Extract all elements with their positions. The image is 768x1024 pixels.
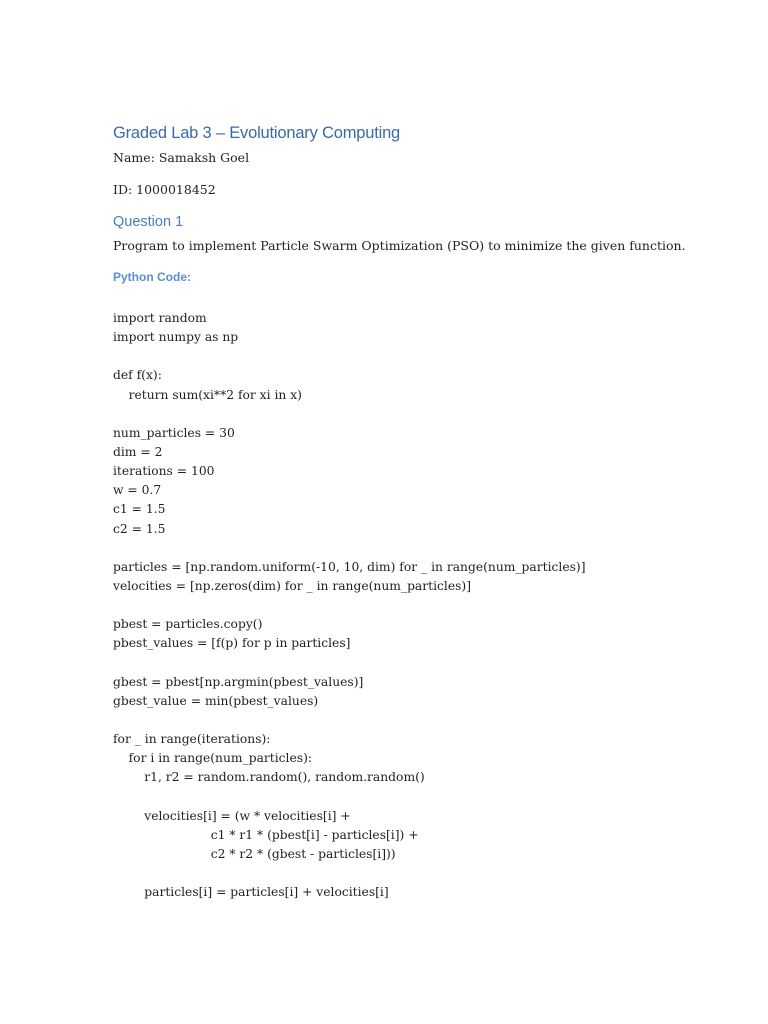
code-line: c2 = 1.5 bbox=[113, 521, 166, 536]
student-id: ID: 1000018452 bbox=[113, 182, 216, 197]
code-line: w = 0.7 bbox=[113, 483, 162, 498]
code-block bbox=[113, 309, 733, 902]
code-line bbox=[113, 596, 733, 615]
code-line: for _ in range(iterations): bbox=[113, 732, 271, 747]
code-line bbox=[113, 405, 733, 424]
code-line bbox=[113, 347, 733, 366]
question-heading: Question 1 bbox=[113, 214, 184, 230]
code-heading: Python Code: bbox=[113, 270, 191, 284]
code-line: gbest_value = min(pbest_values) bbox=[113, 693, 319, 708]
code-line: velocities = [np.zeros(dim) for _ in range(num_particles)] bbox=[113, 578, 472, 593]
code-line: c1 * r1 * (pbest[i] - particles[i]) + bbox=[113, 827, 419, 842]
code-line: pbest = particles.copy() bbox=[113, 617, 263, 632]
student-name: Name: Samaksh Goel bbox=[113, 150, 250, 165]
code-line: particles[i] = particles[i] + velocities[i] bbox=[113, 885, 389, 900]
code-line: pbest_values = [f(p) for p in particles] bbox=[113, 636, 351, 651]
code-line: dim = 2 bbox=[113, 444, 163, 459]
document-title: Graded Lab 3 – Evolutionary Computing bbox=[113, 124, 401, 142]
question-text: Program to implement Particle Swarm Optimization (PSO) to minimize the given function. bbox=[113, 238, 686, 253]
code-line: import numpy as np bbox=[113, 330, 239, 345]
code-line: import random bbox=[113, 311, 207, 325]
code-line: c1 = 1.5 bbox=[113, 502, 166, 517]
code-line: r1, r2 = random.random(), random.random() bbox=[113, 770, 425, 785]
code-line: gbest = pbest[np.argmin(pbest_values)] bbox=[113, 674, 364, 689]
code-line bbox=[113, 864, 733, 883]
code-line: velocities[i] = (w * velocities[i] + bbox=[113, 808, 351, 823]
code-line: iterations = 100 bbox=[113, 464, 215, 479]
code-line bbox=[113, 788, 733, 807]
code-line: for i in range(num_particles): bbox=[113, 751, 313, 766]
code-line: def f(x): bbox=[113, 368, 162, 383]
code-line: return sum(xi**2 for xi in x) bbox=[113, 387, 302, 402]
code-line: c2 * r2 * (gbest - particles[i])) bbox=[113, 846, 396, 861]
code-line: particles = [np.random.uniform(-10, 10, dim) for _ in range(num_particles)] bbox=[113, 559, 586, 574]
code-line bbox=[113, 711, 733, 730]
code-line: num_particles = 30 bbox=[113, 425, 235, 440]
code-line bbox=[113, 539, 733, 558]
code-line bbox=[113, 654, 733, 673]
